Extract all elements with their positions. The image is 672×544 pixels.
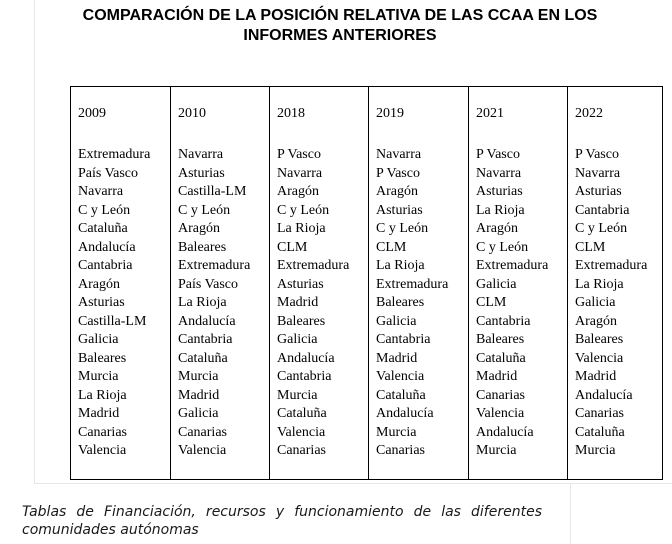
ranking-column	[369, 122, 469, 479]
region-entry: Castilla-LM	[78, 313, 147, 329]
region-entry: Navarra	[575, 165, 621, 181]
region-entry: Navarra	[476, 165, 522, 181]
page-title: COMPARACIÓN DE LA POSICIÓN RELATIVA DE LAS CCAA EN LOS INFORMES ANTERIORES	[82, 7, 598, 44]
region-entry: CLM	[476, 295, 507, 310]
region-entry: Valencia	[476, 406, 525, 421]
region-entry: C y León	[178, 202, 231, 218]
region-entry: P Vasco	[376, 165, 420, 181]
region-entry: Cantabria	[575, 202, 630, 218]
region-entry: Murcia	[178, 369, 219, 384]
region-entry: Asturias	[476, 184, 523, 199]
region-entry: Murcia	[476, 443, 517, 458]
region-entry: Valencia	[277, 424, 326, 440]
region-entry: Cataluña	[376, 387, 426, 403]
region-entry: CLM	[376, 239, 407, 255]
region-entry: Murcia	[575, 443, 616, 458]
region-entry: Asturias	[376, 202, 423, 218]
region-entry: Canarias	[78, 424, 127, 440]
year-header-cell: 2010	[171, 87, 270, 123]
region-entry: Valencia	[178, 443, 227, 458]
region-entry: Extremadura	[476, 258, 549, 273]
region-entry: P Vasco	[575, 147, 619, 162]
region-entry: Madrid	[277, 295, 319, 310]
table-caption: Tablas de Financiación, recursos y funcionamiento de las diferentes comunidades autónomas	[22, 504, 542, 538]
year-header-cell: 2018	[270, 87, 369, 123]
region-entry: Andalucía	[178, 313, 236, 329]
region-entry: Aragón	[476, 221, 518, 236]
region-entry: Aragón	[178, 221, 220, 236]
region-entry: Galicia	[476, 276, 517, 292]
region-entry: CLM	[575, 239, 606, 255]
region-entry: Navarra	[78, 184, 124, 199]
ranking-table-container	[70, 86, 663, 480]
region-entry: Valencia	[376, 369, 425, 384]
region-entry: Baleares	[178, 239, 227, 255]
region-entry: Navarra	[178, 147, 224, 162]
region-entry: P Vasco	[476, 147, 520, 162]
region-entry: Extremadura	[376, 276, 449, 292]
region-entry: Valencia	[575, 350, 624, 366]
region-entry: Canarias	[476, 387, 525, 403]
region-entry: Aragón	[277, 184, 319, 199]
region-entry: Cantabria	[78, 258, 133, 273]
region-entry: Cantabria	[376, 332, 431, 347]
region-entry: C y León	[575, 221, 628, 236]
year-header-cell: 2009	[71, 87, 171, 123]
region-entry: Galicia	[178, 406, 219, 421]
region-entry: Madrid	[575, 369, 617, 384]
region-entry: Cataluña	[78, 221, 128, 236]
region-entry: Galicia	[78, 332, 119, 347]
region-entry: P Vasco	[277, 147, 321, 162]
region-entry: País Vasco	[178, 276, 239, 292]
region-entry: Andalucía	[78, 239, 136, 255]
region-entry: Andalucía	[277, 350, 335, 366]
region-entry: Madrid	[178, 387, 220, 403]
region-entry: Asturias	[575, 184, 622, 199]
region-entry: CLM	[277, 239, 308, 255]
region-entry: Canarias	[575, 406, 624, 421]
region-entry: Valencia	[78, 443, 127, 458]
region-entry: Canarias	[277, 443, 326, 458]
region-entry: Madrid	[78, 406, 120, 421]
ranking-column	[171, 122, 270, 479]
region-entry: Aragón	[376, 184, 418, 199]
region-entry: C y León	[376, 221, 429, 236]
region-entry: Murcia	[376, 424, 417, 440]
region-entry: Cataluña	[575, 424, 625, 440]
region-entry: C y León	[78, 202, 131, 218]
region-entry: La Rioja	[277, 221, 326, 236]
region-entry: Andalucía	[575, 387, 633, 403]
region-entry: Baleares	[376, 295, 425, 310]
region-entry: Cantabria	[476, 313, 531, 329]
region-entry: Galicia	[376, 313, 417, 329]
region-entry: La Rioja	[476, 202, 525, 218]
region-entry: Asturias	[78, 295, 125, 310]
region-entry: Extremadura	[78, 147, 151, 162]
ranking-column	[469, 122, 568, 479]
region-entry: Asturias	[178, 165, 225, 181]
region-entry: Galicia	[277, 332, 318, 347]
region-entry: Extremadura	[575, 258, 648, 273]
region-entry: C y León	[277, 202, 330, 218]
region-entry: Cataluña	[277, 406, 327, 421]
region-entry: Cataluña	[476, 350, 526, 366]
region-entry: Cataluña	[178, 350, 228, 366]
ranking-column	[270, 122, 369, 479]
region-entry: Navarra	[277, 165, 323, 181]
region-entry: C y León	[476, 239, 529, 255]
region-entry: La Rioja	[376, 258, 425, 273]
region-entry: Murcia	[277, 387, 318, 403]
region-entry: Baleares	[575, 332, 624, 347]
region-entry: Andalucía	[476, 424, 534, 440]
region-entry: Aragón	[575, 313, 617, 329]
table-body-row	[71, 122, 663, 479]
region-entry: Andalucía	[376, 406, 434, 421]
region-entry: Cantabria	[277, 369, 332, 384]
ranking-column	[568, 122, 663, 479]
region-entry: La Rioja	[575, 276, 624, 292]
region-entry: Baleares	[277, 313, 326, 329]
region-entry: Madrid	[476, 369, 518, 384]
region-entry: Galicia	[575, 295, 616, 310]
region-entry: Murcia	[78, 369, 119, 384]
region-entry: La Rioja	[178, 295, 227, 310]
year-header-cell: 2019	[369, 87, 469, 123]
region-entry: Aragón	[78, 276, 120, 292]
caption-divider	[570, 484, 571, 544]
region-entry: Canarias	[376, 443, 425, 458]
region-entry: Canarias	[178, 424, 227, 440]
region-entry: La Rioja	[78, 387, 127, 403]
table-header-row	[71, 87, 663, 123]
region-entry: Baleares	[78, 350, 127, 366]
year-header-cell: 2022	[568, 87, 663, 123]
region-entry: Navarra	[376, 147, 422, 162]
region-entry: Extremadura	[277, 258, 350, 273]
region-entry: Castilla-LM	[178, 184, 247, 199]
region-entry: Asturias	[277, 276, 324, 292]
region-entry: Cantabria	[178, 332, 233, 347]
region-entry: Madrid	[376, 350, 418, 366]
region-entry: Extremadura	[178, 258, 251, 273]
year-header-cell: 2021	[469, 87, 568, 123]
ranking-column	[71, 122, 171, 479]
region-entry: Baleares	[476, 332, 525, 347]
region-entry: País Vasco	[78, 165, 139, 181]
ranking-table	[70, 86, 663, 480]
